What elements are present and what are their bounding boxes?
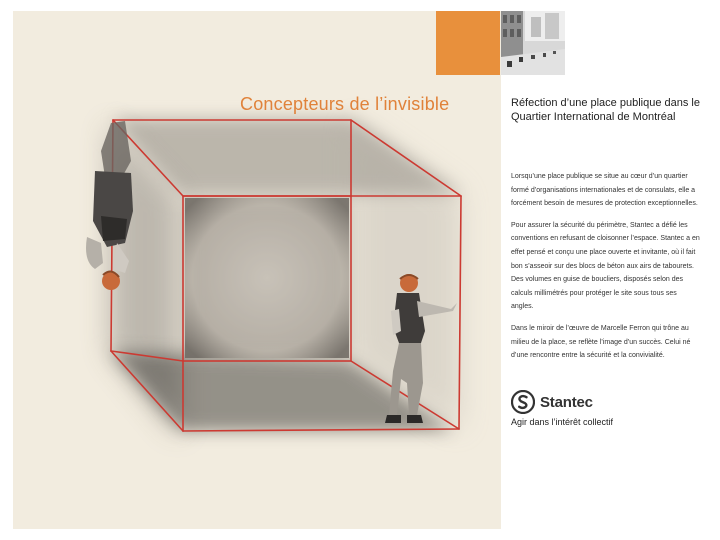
- brand-tagline: Agir dans l’intérêt collectif: [511, 417, 614, 427]
- article-body: [511, 170, 707, 363]
- headline: Concepteurs de l’invisible: [240, 94, 450, 114]
- article-paragraph-1: Lorsqu’une place publique se situe au cœur d’un quartier formé d’organisations internationales et de consulats, elle a forcément besoin de mesures de protection exceptionnelles.: [511, 173, 698, 208]
- plaza-photo-image: [501, 11, 565, 75]
- cube-illustration: [13, 11, 501, 529]
- article-paragraph-3: Dans le miroir de l’œuvre de Marcelle Ferron qui trône au milieu de la place, se reflète l’image d’un succès. Celui né d’une rencontre entre la sécurité et la convivialité.: [511, 324, 691, 360]
- article-column: [511, 96, 707, 371]
- stantec-logo: [511, 390, 593, 414]
- orange-color-block: [436, 11, 500, 75]
- article-paragraph-2: Pour assurer la sécurité du périmètre, Stantec a défié les conventions en refusant de cloisonner l’espace. Stantec a en effet pensé et conçu une place ouverte et invitante, où il fait bon s’asseoir sur des blocs de béton aux airs de tabourets. Des volumes en guise de boucliers, disposés selon des calculs millimétrés pour protéger le site sous tous ses angles.: [511, 221, 700, 311]
- article-title: Réfection d’une place publique dans le Quartier International de Montréal: [511, 97, 700, 123]
- illustration-panel: [13, 11, 501, 529]
- site-photo: [501, 11, 565, 75]
- brand-name: Stantec: [540, 393, 593, 411]
- stantec-s-icon: [511, 390, 535, 414]
